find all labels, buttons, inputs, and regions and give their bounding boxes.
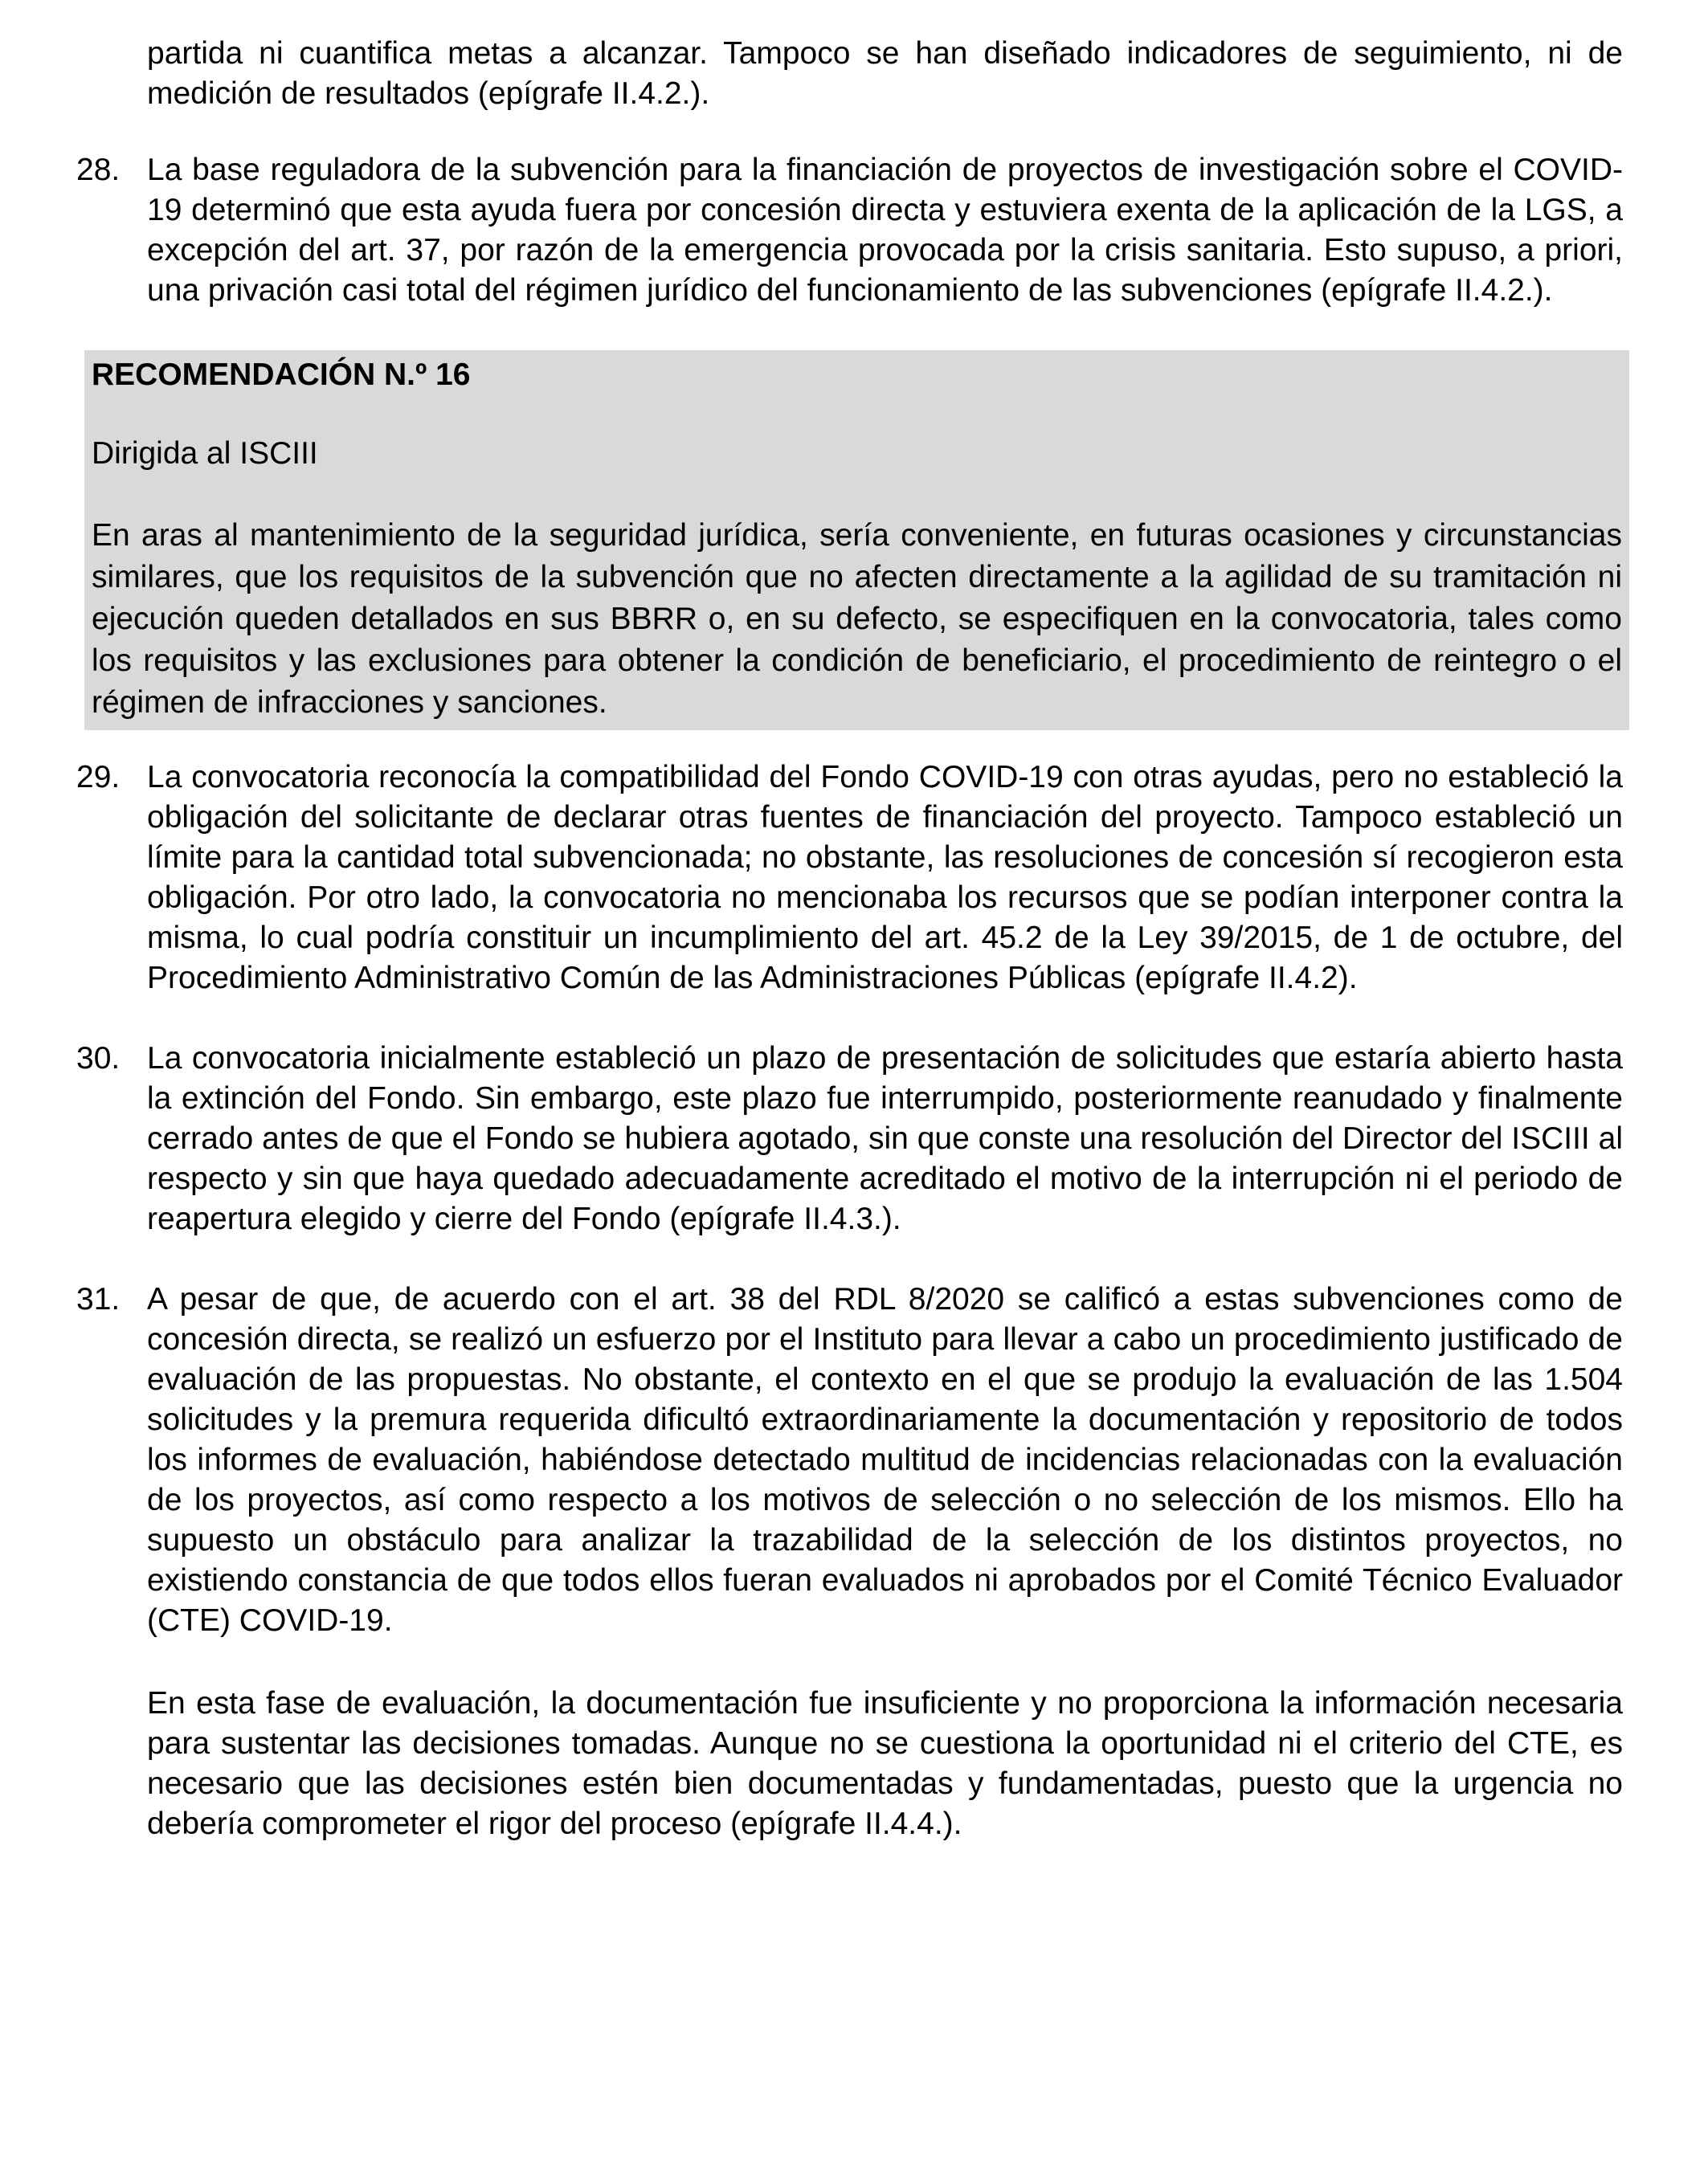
paragraph-number: 30.	[76, 1041, 121, 1076]
paragraph-number: 29.	[76, 760, 121, 794]
paragraph-text: La convocatoria inicialmente estableció un plazo de presentación de solicitudes que estaría abierto hasta la extinción del Fondo. Sin embargo, este plazo fue interrumpido, posteriormente reanudado y finalmente cerrado antes de que el Fondo se hubiera agotado, sin que conste una resolución del Director del ISCIII al respecto y sin que haya quedado adecuadamente acreditado el motivo de la interrupción ni el periodo de reapertura elegido y cierre del Fondo (epígrafe II.4.3.).	[147, 1041, 1623, 1236]
paragraph-text: La convocatoria reconocía la compatibilidad del Fondo COVID-19 con otras ayudas, pero no estableció la obligación del solicitante de declarar otras fuentes de financiación del proyecto. Tampoco estableció un límite para la cantidad total subvencionada; no obstante, las resoluciones de concesión sí recogieron esta obligación. Por otro lado, la convocatoria no mencionaba los recursos que se podían interponer contra la misma, lo cual podría constituir un incumplimiento del art. 45.2 de la Ley 39/2015, de 1 de octubre, del Procedimiento Administrativo Común de las Administraciones Públicas (epígrafe II.4.2).	[147, 760, 1623, 995]
recommendation-addressee: Dirigida al ISCIII	[92, 436, 318, 471]
paragraph-text: La base reguladora de la subvención para la financiación de proyectos de investigación sobre el COVID-19 determinó que esta ayuda fuera por concesión directa y estuviera exenta de la aplicación de la LGS, a excepción del art. 37, por razón de la emergencia provocada por la crisis sanitaria. Esto supuso, a priori, una privación casi total del régimen jurídico del funcionamiento de las subvenciones (epígrafe II.4.2.).	[147, 153, 1623, 308]
numbered-paragraph-31	[76, 1280, 1623, 1641]
paragraph-text: A pesar de que, de acuerdo con el art. 38 del RDL 8/2020 se calificó a estas subvenciones como de concesión directa, se realizó un esfuerzo por el Instituto para llevar a cabo un procedimiento justificado de evaluación de las propuestas. No obstante, el contexto en el que se produjo la evaluación de las 1.504 solicitudes y la premura requerida dificultó extraordinariamente la documentación y repositorio de todos los informes de evaluación, habiéndose detectado multitud de incidencias relacionadas con la evaluación de los proyectos, así como respecto a los motivos de selección o no selección de los mismos. Ello ha supuesto un obstáculo para analizar la trazabilidad de la selección de los distintos proyectos, no existiendo constancia de que todos ellos fueran evaluados ni aprobados por el Comité Técnico Evaluador (CTE) COVID-19.	[147, 1282, 1623, 1638]
recommendation-box	[84, 350, 1629, 730]
numbered-paragraph-29	[76, 757, 1623, 998]
paragraph-continuation: partida ni cuantifica metas a alcanzar. Tampoco se han diseñado indicadores de seguimiento, ni de medición de resultados (epígrafe II.4.2.).	[147, 36, 1623, 111]
paragraph-number: 31.	[76, 1282, 121, 1317]
paragraph-number: 28.	[76, 153, 121, 187]
recommendation-body: En aras al mantenimiento de la seguridad jurídica, sería conveniente, en futuras ocasiones y circunstancias similares, que los requisitos de la subvención que no afecten directamente a la agilidad de su tramitación ni ejecución queden detallados en sus BBRR o, en su defecto, se especifiquen en la convocatoria, tales como los requisitos y las exclusiones para obtener la condición de beneficiario, el procedimiento de reintegro o el régimen de infracciones y sanciones.	[92, 518, 1622, 720]
numbered-paragraph-28	[76, 150, 1623, 311]
numbered-paragraph-30	[76, 1039, 1623, 1239]
paragraph-closing: En esta fase de evaluación, la documentación fue insuficiente y no proporciona la información necesaria para sustentar las decisiones tomadas. Aunque no se cuestiona la oportunidad ni el criterio del CTE, es necesario que las decisiones estén bien documentadas y fundamentadas, puesto que la urgencia no debería comprometer el rigor del proceso (epígrafe II.4.4.).	[147, 1686, 1623, 1841]
recommendation-title: RECOMENDACIÓN N.º 16	[92, 357, 471, 392]
